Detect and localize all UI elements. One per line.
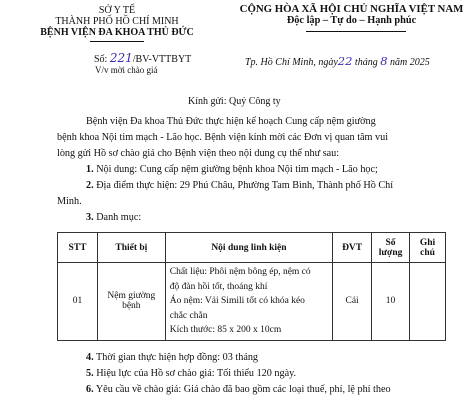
- content-line: độ đàn hồi tốt, thoáng khí: [169, 281, 268, 292]
- intro-line-3: lòng gửi Hồ sơ chào giá cho Bệnh viện theo nội dung cụ thể như sau:: [57, 148, 340, 159]
- header-unit: ĐVT: [333, 233, 372, 263]
- doc-number-prefix: Số:: [94, 54, 108, 65]
- list-item-1-number: 1.: [86, 164, 94, 175]
- intro-line-1: Bệnh viện Đa khoa Thủ Đức thực hiện kế hoạch Cung cấp nệm giường: [86, 116, 376, 127]
- cell-device: Nệm giường bệnh: [97, 263, 165, 341]
- content-line: Chất liệu: Phôi nệm bông ép, nệm có: [169, 267, 311, 277]
- document-subject: V/v mời chào giá: [95, 65, 158, 75]
- date-year: năm 2025: [390, 57, 430, 68]
- nation-name: CỘNG HÒA XÃ HỘI CHỦ NGHĨA VIỆT NAM: [239, 3, 464, 15]
- doc-number-handwritten: 221: [109, 51, 133, 65]
- doc-number-suffix: /BV-VTTBYT: [132, 54, 192, 65]
- date-month-handwritten: 8: [380, 54, 388, 68]
- list-item-6-text: Yêu cầu về chào giá: Giá chào đã bao gồm các loại thuế, phí, lệ phí theo: [95, 384, 391, 395]
- content-line: chắc chắn: [169, 310, 208, 321]
- header-device: Thiết bị: [97, 233, 165, 263]
- table-row: [58, 263, 446, 341]
- list-item-4-number: 4.: [86, 352, 94, 363]
- list-item-2: [86, 178, 393, 194]
- list-item-3-text: Danh mục:: [96, 212, 142, 223]
- list-item-2-text: Địa điểm thực hiện: 29 Phú Châu, Phường Tam Bình, Thành phố Hồ Chí: [96, 180, 394, 191]
- hospital-name: BỆNH VIỆN ĐA KHOA THỦ ĐỨC: [40, 27, 194, 38]
- cell-stt: 01: [58, 263, 98, 341]
- content-line: Kích thước: 85 x 200 x 10cm: [169, 325, 282, 335]
- header-note: Ghi chú: [410, 233, 446, 263]
- header-left: [2, 5, 232, 38]
- list-item-6-number: 6.: [86, 384, 94, 395]
- ministry-name: SỞ Y TẾ: [98, 5, 136, 16]
- header-quantity: Số lượng: [372, 233, 410, 263]
- list-item-5-text: Hiệu lực của Hồ sơ chào giá: Tối thiểu 120 ngày.: [96, 368, 297, 379]
- header-stt: STT: [58, 233, 98, 263]
- list-item-5: [86, 366, 296, 382]
- national-motto: Độc lập – Tự do – Hạnh phúc: [286, 15, 417, 26]
- list-item-2-continuation: Minh.: [57, 196, 82, 207]
- list-item-3-number: 3.: [86, 212, 94, 223]
- left-header-underline: [90, 41, 144, 42]
- header-content: Nội dung linh kiện: [165, 233, 332, 263]
- cell-note: [410, 263, 446, 341]
- cell-quantity: 10: [372, 263, 410, 341]
- intro-line-2: bệnh khoa Nội tim mạch - Lão học. Bệnh viện kính mời các Đơn vị quan tâm vui: [57, 132, 389, 143]
- list-item-1-text: Nội dung: Cung cấp nệm giường bệnh khoa Nội tim mạch - Lão học;: [96, 164, 378, 175]
- date-day-handwritten: 22: [337, 54, 353, 68]
- cell-unit: Cái: [333, 263, 372, 341]
- table-header-row: [58, 233, 446, 263]
- list-item-6: [86, 382, 391, 398]
- document-number: [94, 51, 191, 65]
- date-month-label: tháng: [354, 57, 378, 68]
- list-item-3: [86, 210, 141, 226]
- list-item-4-text: Thời gian thực hiện hợp đồng: 03 tháng: [96, 352, 259, 363]
- city-name: THÀNH PHỐ HỒ CHÍ MINH: [55, 16, 179, 27]
- list-item-1: [86, 162, 378, 178]
- motto-underline: [306, 31, 406, 32]
- list-item-4: [86, 350, 258, 366]
- list-item-2-number: 2.: [86, 180, 94, 191]
- header-right: [236, 3, 467, 26]
- list-item-5-number: 5.: [86, 368, 94, 379]
- date-prefix: Tp. Hồ Chí Minh, ngày: [245, 57, 338, 68]
- item-table: [57, 232, 446, 341]
- cell-content: [165, 263, 332, 341]
- greeting: Kính gửi: Quý Công ty: [188, 96, 281, 107]
- date-line: [245, 54, 430, 68]
- content-line: Áo nệm: Vải Simili tốt có khóa kéo: [169, 296, 305, 306]
